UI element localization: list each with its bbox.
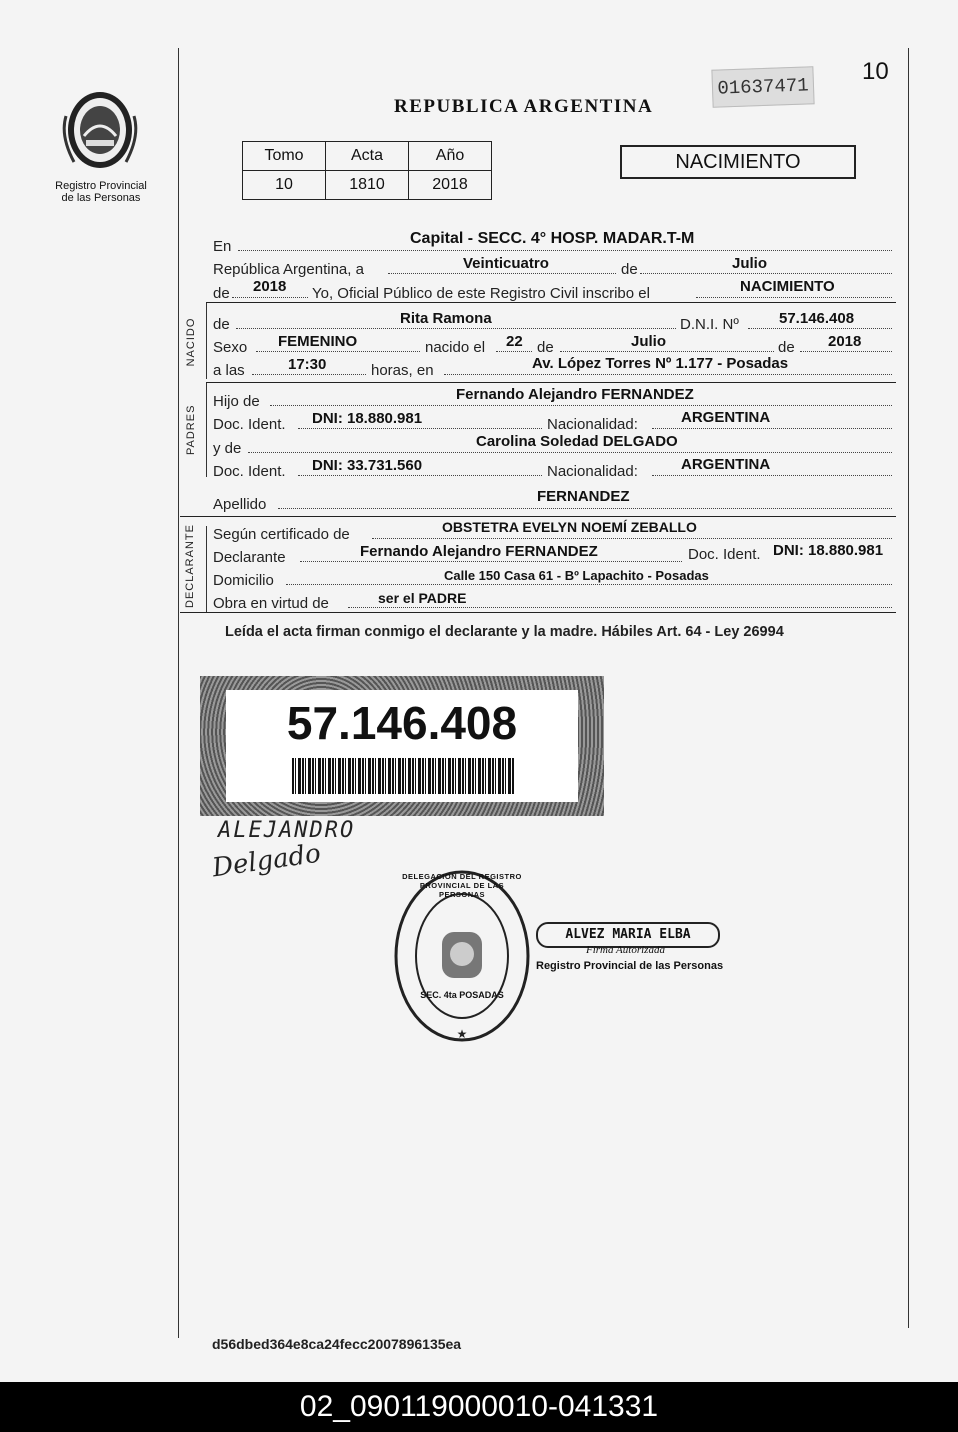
inscribo-line (696, 297, 892, 298)
document-title: REPUBLICA ARGENTINA (394, 96, 654, 117)
nacido-de-label: de (213, 316, 230, 333)
province-seal (58, 86, 142, 176)
document-hash: d56dbed364e8ca24fecc2007896135ea (212, 1336, 462, 1352)
year-line (232, 297, 308, 298)
domicilio-value: Calle 150 Casa 61 - Bº Lapachito - Posadas (444, 568, 709, 583)
padres-bracket (206, 383, 207, 477)
mother-name-line (248, 452, 892, 453)
declarante-doc: DNI: 18.880.981 (773, 542, 884, 559)
horas-label: horas, en (371, 362, 434, 379)
nacido-side-label: NACIDO (185, 317, 197, 367)
father-nat-line (652, 428, 892, 429)
cert-value: OBSTETRA EVELYN NOEMÍ ZEBALLO (442, 519, 697, 535)
birth-month-line (560, 351, 774, 352)
sexo-value: FEMENINO (278, 333, 358, 350)
declarante-bracket (206, 526, 207, 612)
footer-code: 02_090119000010-041331 (0, 1382, 958, 1432)
year-value: 2018 (253, 278, 287, 295)
dni-label: D.N.I. Nº (680, 316, 739, 333)
day-line (388, 273, 616, 274)
apellido-line (278, 508, 892, 509)
obra-line (348, 607, 892, 608)
tomo-value: 10 (243, 171, 326, 200)
hijo-label: Hijo de (213, 393, 260, 410)
seal-caption: Registro Provincial de las Personas (55, 180, 147, 204)
padres-top-rule (206, 382, 896, 383)
place-line (444, 374, 892, 375)
en-value: Capital - SECC. 4° HOSP. MADAR.T-M (410, 230, 695, 247)
nacido-el-label: nacido el (425, 339, 486, 356)
child-dni: 57.146.408 (779, 310, 855, 327)
mother-nationality: ARGENTINA (681, 456, 771, 473)
nacido-top-rule (206, 302, 896, 303)
inscribo-value: NACIMIENTO (740, 278, 835, 295)
register-table (242, 141, 492, 200)
acta-value: 1810 (326, 171, 409, 200)
padres-side-label: PADRES (185, 404, 197, 455)
form-left-border (178, 48, 179, 1338)
yo-text: Yo, Oficial Público de este Registro Civil inscribo el (312, 285, 650, 302)
cert-label: Según certificado de (213, 526, 350, 543)
sexo-line (256, 351, 420, 352)
birth-time: 17:30 (288, 356, 327, 373)
birth-place: Av. López Torres Nº 1.177 - Posadas (532, 355, 789, 372)
birth-year-line (800, 351, 892, 352)
de-label-2: de (537, 339, 554, 356)
day-value: Veinticuatro (463, 255, 549, 272)
name-line (236, 328, 676, 329)
handwritten-name: ALEJANDRO (218, 818, 356, 843)
father-doc: DNI: 18.880.981 (312, 410, 423, 427)
apellido-value: FERNANDEZ (537, 488, 630, 505)
stamp-ring-text: DELEGACION DEL REGISTRO PROVINCIAL DE LAS PERSONAS (402, 872, 522, 899)
acta-header: Acta (326, 142, 409, 171)
mother-doc-line (298, 475, 542, 476)
domicilio-line (286, 584, 892, 585)
a-las-label: a las (213, 362, 245, 379)
official-org: Registro Provincial de las Personas (536, 960, 724, 972)
id-number: 57.146.408 (286, 697, 518, 749)
birth-year: 2018 (828, 333, 862, 350)
mother-name: Carolina Soledad DELGADO (476, 433, 678, 450)
father-doc-label: Doc. Ident. (213, 416, 286, 433)
dni-line (748, 328, 892, 329)
mother-doc-label: Doc. Ident. (213, 463, 286, 480)
declarante-value: Fernando Alejandro FERNANDEZ (360, 543, 598, 560)
anio-value: 2018 (409, 171, 492, 200)
form-right-border (908, 48, 909, 1328)
id-label-inner (226, 690, 578, 802)
stamp-inner-text: SEC. 4ta POSADAS (420, 990, 504, 1000)
en-label: En (213, 238, 232, 255)
declarante-side-label: DECLARANTE (184, 524, 196, 608)
child-name: Rita Ramona (400, 310, 492, 327)
time-line (252, 374, 366, 375)
id-label (200, 676, 604, 816)
official-name-box: ALVEZ MARIA ELBA (536, 922, 720, 948)
republica-label: República Argentina, a (213, 261, 364, 278)
month-line (640, 273, 892, 274)
mother-doc: DNI: 33.731.560 (312, 457, 423, 474)
serial-number: 01637471 (711, 66, 814, 108)
anio-header: Año (409, 142, 492, 171)
registry-stamp (392, 868, 532, 1044)
mother-nat-label: Nacionalidad: (547, 463, 638, 480)
de2-label: de (213, 285, 230, 302)
birth-day-line (496, 351, 532, 352)
father-name: Fernando Alejandro FERNANDEZ (456, 386, 694, 403)
nacido-bracket (206, 303, 207, 379)
tomo-header: Tomo (243, 142, 326, 171)
yde-label: y de (213, 440, 242, 457)
birth-month: Julio (631, 333, 667, 350)
month-value: Julio (732, 255, 768, 272)
en-line (238, 250, 892, 251)
record-type-box: NACIMIENTO (620, 145, 856, 179)
svg-text:★: ★ (456, 1027, 468, 1041)
page-number: 10 (862, 58, 889, 85)
mother-nat-line (652, 475, 892, 476)
father-nationality: ARGENTINA (681, 409, 771, 426)
official-role: Firma Autorizada (586, 944, 665, 956)
declarante-label: Declarante (213, 549, 286, 566)
declarante-bottom-rule (180, 612, 896, 613)
id-barcode (292, 758, 514, 794)
father-name-line (270, 405, 892, 406)
declarante-line (300, 561, 682, 562)
domicilio-label: Domicilio (213, 572, 274, 589)
father-doc-line (298, 428, 542, 429)
de-label: de (621, 261, 638, 278)
cert-line (372, 538, 892, 539)
handwritten-signature: Delgado (210, 838, 323, 884)
declarante-doc-label: Doc. Ident. (688, 546, 761, 563)
obra-value: ser el PADRE (378, 590, 467, 606)
birth-day: 22 (506, 333, 523, 350)
de-label-3: de (778, 339, 795, 356)
sexo-label: Sexo (213, 339, 248, 356)
apellido-label: Apellido (213, 496, 267, 513)
obra-label: Obra en virtud de (213, 595, 329, 612)
father-nat-label: Nacionalidad: (547, 416, 638, 433)
closing-text: Leída el acta firman conmigo el declarante y la madre. Hábiles Art. 64 - Ley 26994 (225, 624, 784, 640)
apellido-bottom-rule (180, 516, 896, 517)
